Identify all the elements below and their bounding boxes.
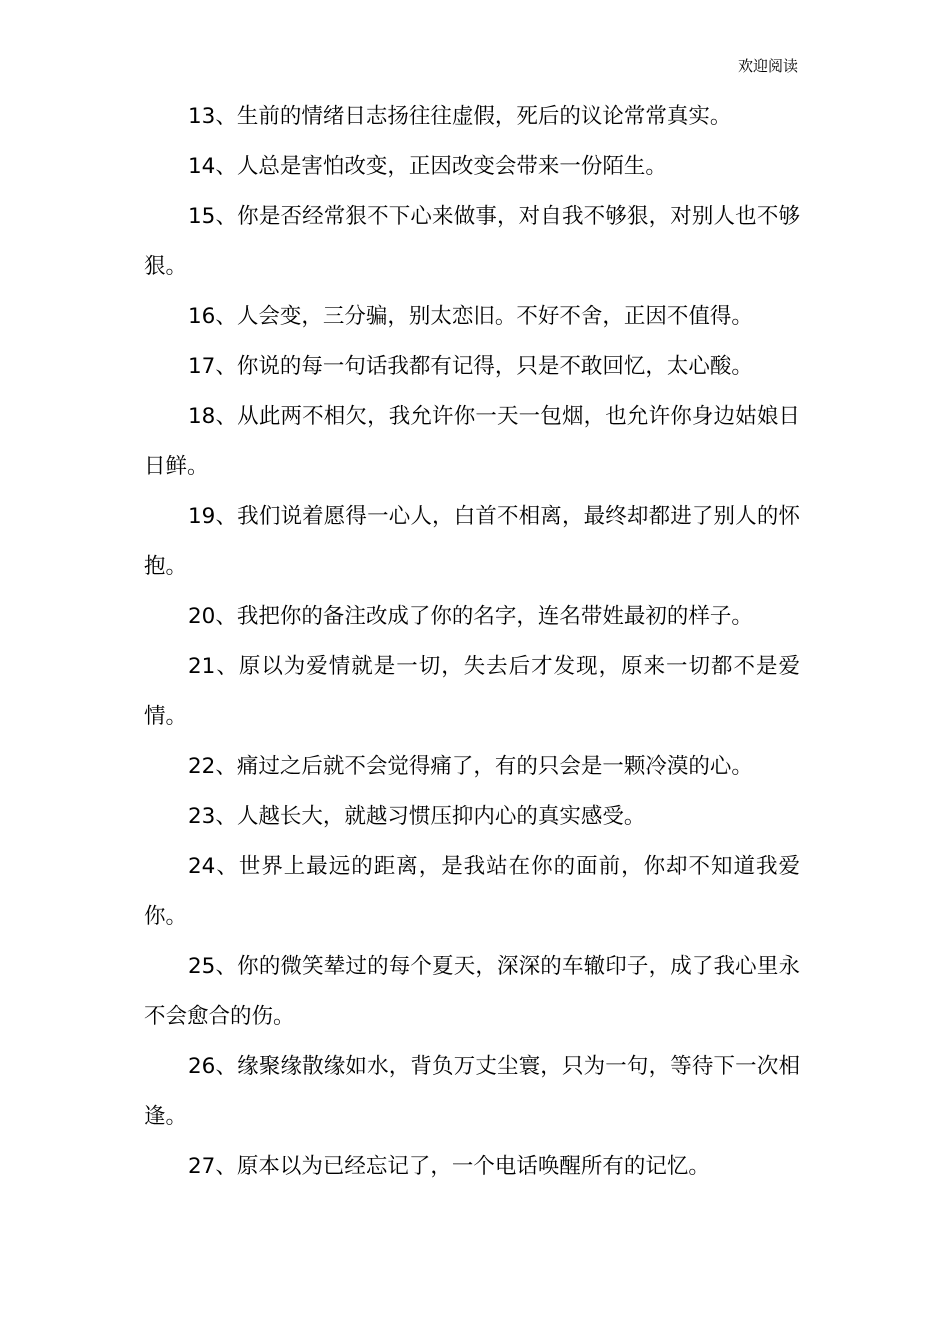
quote-paragraph-23: 23、人越长大，就越习惯压抑内心的真实感受。	[188, 804, 646, 829]
quote-paragraph-20: 20、我把你的备注改成了你的名字，连名带姓最初的样子。	[188, 604, 753, 629]
quote-paragraph-15: 15、你是否经常狠不下心来做事，对自我不够狠，对别人也不够狠。	[144, 204, 800, 279]
page-header: 欢迎阅读	[737, 57, 798, 75]
quote-paragraph-18: 18、从此两不相欠，我允许你一天一包烟，也允许你身边姑娘日日鲜。	[144, 404, 800, 479]
quote-paragraph-17: 17、你说的每一句话我都有记得，只是不敢回忆，太心酸。	[188, 354, 753, 379]
quote-paragraph-25: 25、你的微笑辇过的每个夏天，深深的车辙印子，成了我心里永不会愈合的伤。	[144, 954, 800, 1029]
quote-paragraph-21: 21、原以为爱情就是一切，失去后才发现，原来一切都不是爱情。	[144, 654, 800, 729]
document-body	[144, 92, 800, 1192]
quote-paragraph-16: 16、人会变，三分骗，别太恋旧。不好不舍，正因不值得。	[188, 304, 753, 329]
quote-paragraph-22: 22、痛过之后就不会觉得痛了，有的只会是一颗冷漠的心。	[188, 754, 753, 779]
quote-paragraph-26: 26、缘聚缘散缘如水，背负万丈尘寰，只为一句，等待下一次相逢。	[144, 1054, 800, 1129]
quote-paragraph-19: 19、我们说着愿得一心人，白首不相离，最终却都进了别人的怀抱。	[144, 504, 800, 579]
quote-paragraph-13: 13、生前的情绪日志扬往往虚假，死后的议论常常真实。	[188, 104, 732, 129]
quote-paragraph-27: 27、原本以为已经忘记了，一个电话唤醒所有的记忆。	[188, 1154, 710, 1179]
quote-paragraph-14: 14、人总是害怕改变，正因改变会带来一份陌生。	[188, 154, 667, 179]
quote-paragraph-24: 24、世界上最远的距离，是我站在你的面前，你却不知道我爱你。	[144, 854, 800, 929]
